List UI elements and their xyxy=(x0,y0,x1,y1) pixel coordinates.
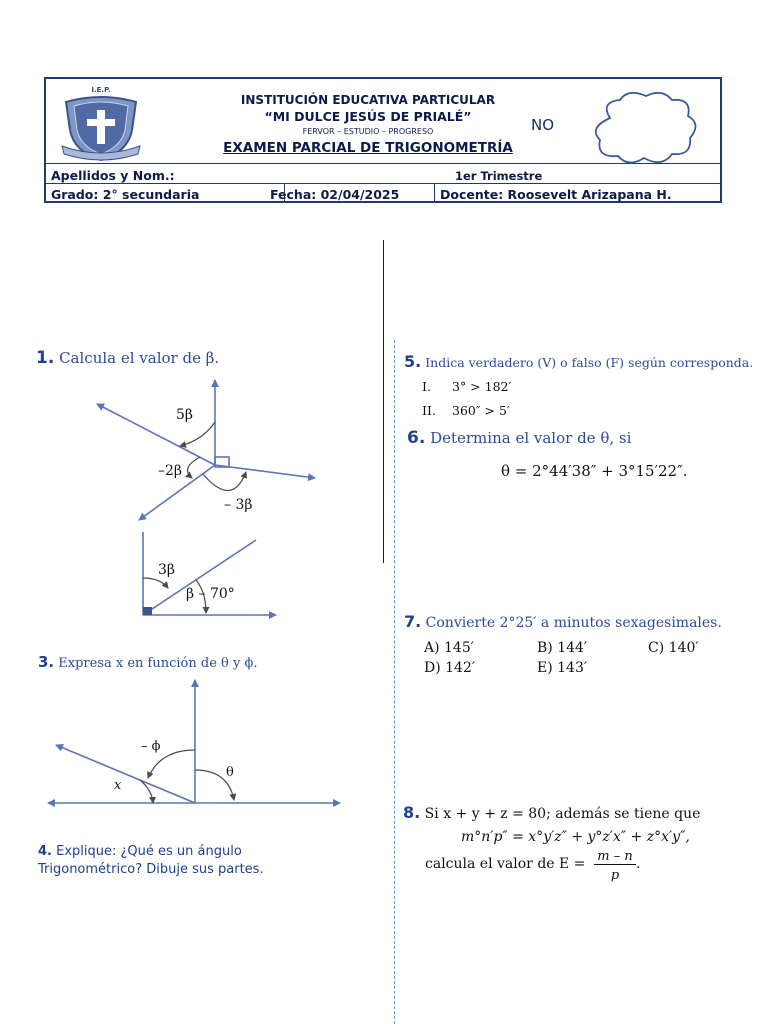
question-text: Determina el valor de θ, si xyxy=(430,429,632,447)
question-5 xyxy=(404,352,753,371)
angle-label: –2β xyxy=(158,463,183,479)
question-text-line: Si x + y + z = 80; además se tiene que xyxy=(424,806,701,822)
formula: θ = 2°44′38″ + 3°15′22″. xyxy=(501,462,688,480)
answer-option: E) 143′ xyxy=(537,660,588,676)
grade-mark: NO xyxy=(531,116,555,134)
answer-option: B) 144′ xyxy=(537,640,588,656)
teacher-label: Docente: Roosevelt Arizapana H. xyxy=(440,187,672,202)
question-7 xyxy=(404,612,722,631)
question-number: 3. xyxy=(38,653,55,671)
term-label: 1er Trimestre xyxy=(455,169,543,183)
statement-roman: I. xyxy=(422,379,431,394)
question-number: 5. xyxy=(404,352,422,371)
question-text: Indica verdadero (V) o falso (F) según corresponda. xyxy=(425,355,754,370)
question-number: 4. xyxy=(38,844,52,859)
fraction-denominator: p xyxy=(610,868,620,883)
grade-label: Grado: 2° secundaria xyxy=(51,187,200,202)
question-3 xyxy=(38,653,257,671)
question-number: 8. xyxy=(403,803,421,822)
segment-label: x xyxy=(114,778,122,793)
institution-name: INSTITUCIÓN EDUCATIVA PARTICULAR xyxy=(240,93,496,107)
question-text: Convierte 2°25′ a minutos sexagesimales. xyxy=(425,615,722,631)
date-label: Fecha: 02/04/2025 xyxy=(270,187,400,202)
fraction-numerator: m – n xyxy=(594,849,636,865)
school-motto: FERVOR – ESTUDIO – PROGRESO xyxy=(302,127,434,136)
question-text-line: calcula el valor de E = xyxy=(425,856,586,872)
answer-option: A) 145′ xyxy=(424,640,474,656)
name-label: Apellidos y Nom.: xyxy=(51,168,175,183)
angle-label: 5β xyxy=(176,407,194,423)
school-name: “MI DULCE JESÚS DE PRIALÉ” xyxy=(264,109,472,124)
fraction-period: . xyxy=(636,856,641,872)
angle-label: β – 70° xyxy=(186,586,235,602)
angle-label: θ xyxy=(226,765,234,780)
angle-label: 3β xyxy=(158,562,176,578)
question-text-line: Explique: ¿Qué es un ángulo xyxy=(56,844,242,859)
answer-option: D) 142′ xyxy=(424,660,476,676)
statement-roman: II. xyxy=(422,403,436,418)
formula: m°n′p″ = x°y′z″ + y°z′x″ + z°x′y″, xyxy=(461,829,690,845)
question-text: Expresa x en función de θ y ϕ. xyxy=(58,656,258,671)
question-number: 7. xyxy=(404,612,422,631)
angle-label: – ϕ xyxy=(141,739,161,754)
statement-expression: 360″ > 5′ xyxy=(452,403,510,418)
question-number: 1. xyxy=(36,348,55,368)
question-4 xyxy=(38,843,264,879)
exam-title: EXAMEN PARCIAL DE TRIGONOMETRÍA xyxy=(223,140,513,156)
logo-text: I.E.P. xyxy=(91,86,111,94)
question-text-line: Trigonométrico? Dibuje sus partes. xyxy=(38,862,264,877)
statement-expression: 3° > 182′ xyxy=(452,379,512,394)
question-6 xyxy=(407,428,631,448)
answer-option: C) 140′ xyxy=(648,640,699,656)
question-8 xyxy=(403,803,700,822)
question-text: Calcula el valor de β. xyxy=(59,349,220,367)
question-number: 6. xyxy=(407,428,426,448)
angle-label: – 3β xyxy=(224,497,253,513)
